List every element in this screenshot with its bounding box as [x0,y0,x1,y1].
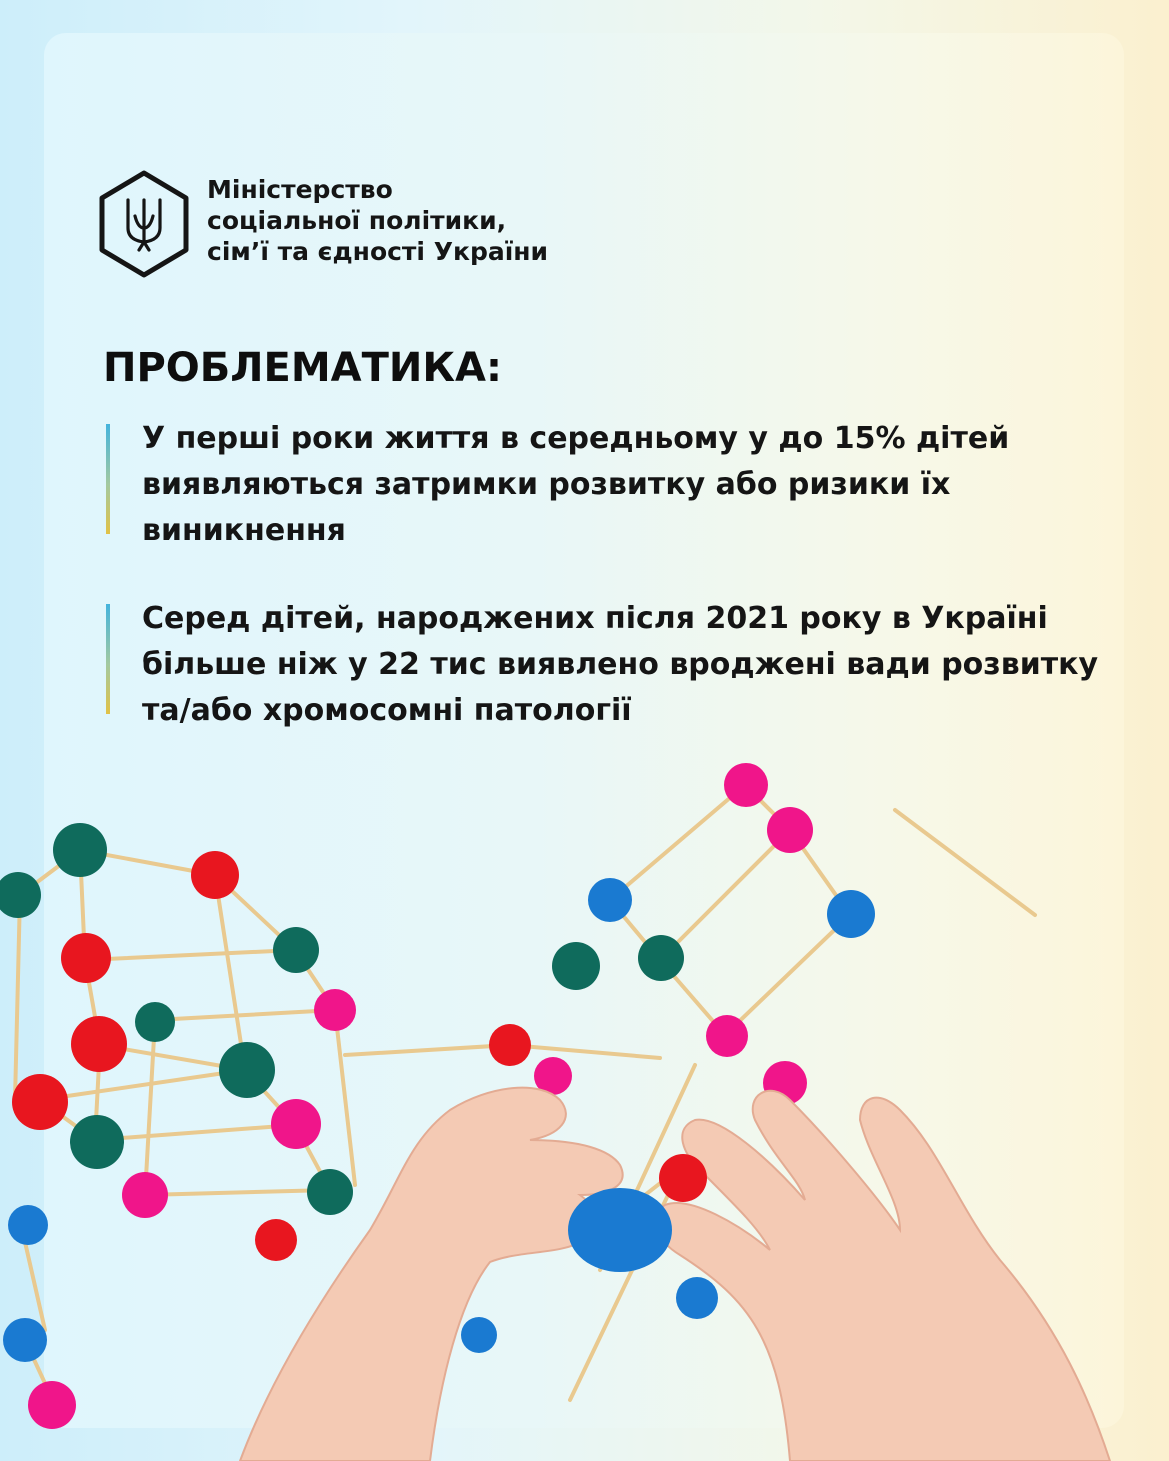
blue-clay-lump [568,1188,672,1272]
trident-icon [128,200,160,250]
molecule-model-photo [0,740,1169,1461]
problem-text: Серед дітей, народжених після 2021 року в Україні більше ніж у 22 тис виявлено вроджені вади розвитку та/або хромосомні патології [142,601,1099,728]
problem-point [106,596,1102,734]
red-clay-ball [659,1154,707,1202]
problem-point [106,416,1102,554]
problem-text: У перші роки життя в середньому у до 15% дітей виявляються затримки розвитку або ризики їх виникнення [142,421,1010,548]
ministry-name-line: сім’ї та єдності України [207,237,549,266]
ministry-logo-icon [98,170,190,278]
ministry-name-line: соціальної політики, [207,206,507,235]
ministry-name-line: Міністерство [207,175,393,204]
ministry-name [207,174,548,267]
section-heading: ПРОБЛЕМАТИКА: [103,345,503,391]
accent-bar [106,604,110,714]
accent-bar [106,424,110,534]
child-hands [240,1088,1110,1461]
